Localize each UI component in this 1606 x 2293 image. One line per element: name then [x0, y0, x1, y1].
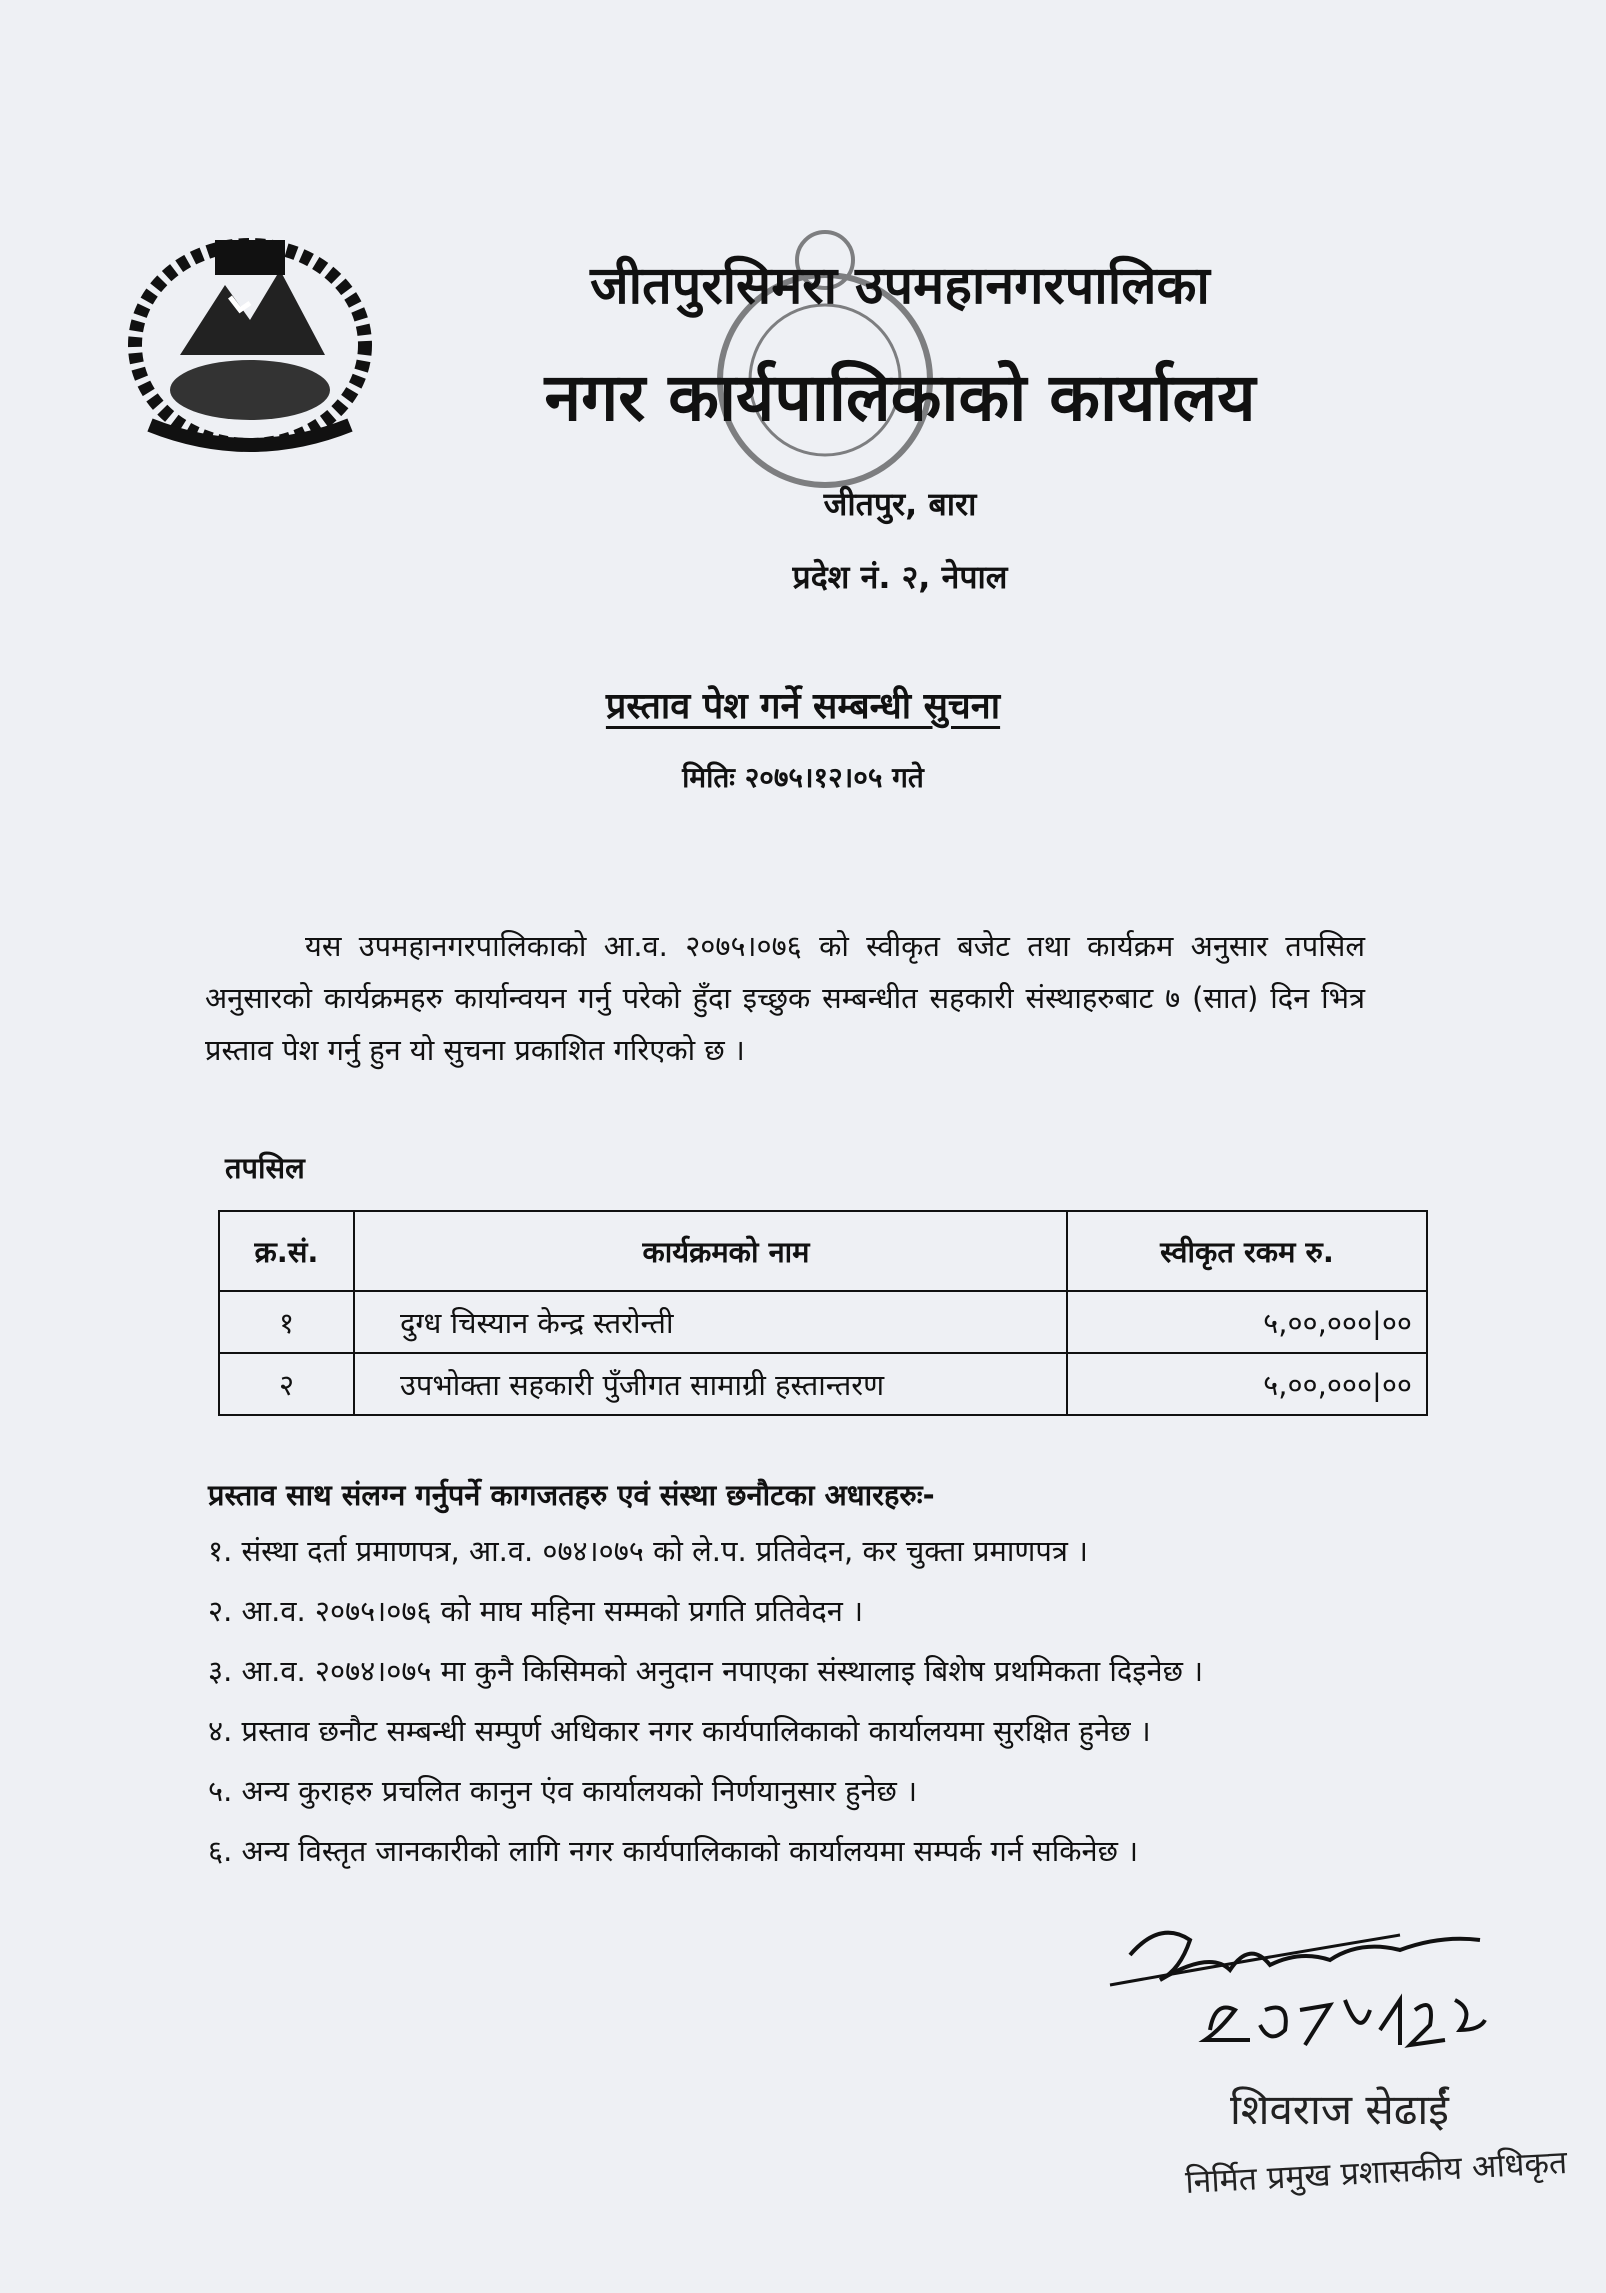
- list-item: ६. अन्य विस्तृत जानकारीको लागि नगर कार्यपालिकाको कार्यालयमा सम्पर्क गर्न सकिनेछ ।: [208, 1834, 1139, 1868]
- office-location: जीतपुर, बारा: [823, 485, 977, 523]
- signatory-name: शिवराज सेढाईं: [1230, 2085, 1449, 2134]
- list-item: ३. आ.व. २०७४।०७५ मा कुनै किसिमको अनुदान नपाएका संस्थालाइ बिशेष प्रथमिकता दिइनेछ ।: [208, 1654, 1204, 1688]
- column-header-sn: क्र.सं.: [219, 1211, 354, 1291]
- list-item: ४. प्रस्ताव छनौट सम्बन्धी सम्पुर्ण अधिकार नगर कार्यपालिकाको कार्यालयमा सुरक्षित हुनेछ ।: [208, 1714, 1151, 1748]
- row-amount: ५,००,०००|००: [1067, 1353, 1427, 1415]
- nepal-emblem-icon: [120, 225, 380, 460]
- row-program-name: दुग्ध चिस्यान केन्द्र स्तरोन्ती: [354, 1291, 1067, 1353]
- table-header-row: [219, 1211, 1427, 1291]
- handwritten-signature: [1100, 1880, 1520, 2070]
- notice-body: यस उपमहानगरपालिकाको आ.व. २०७५।०७६ को स्वीकृत बजेट तथा कार्यक्रम अनुसार तपसिल अनुसारको कार्यक्रमहरु कार्यान्वयन गर्नु परेको हुँदा इच्छुक सम्बन्धीत सहकारी संस्थाहरुबाट ७ (सात) दिन भित्र प्रस्ताव पेश गर्नु हुन यो सुचना प्रकाशित गरिएको छ ।: [205, 929, 1365, 1067]
- requirements-list: [208, 1525, 1468, 1885]
- row-program-name: उपभोक्ता सहकारी पुँजीगत सामाग्री हस्तान्तरण: [354, 1353, 1067, 1415]
- details-label: तपसिल: [225, 1151, 305, 1185]
- list-item: १. संस्था दर्ता प्रमाणपत्र, आ.व. ०७४।०७५ को ले.प. प्रतिवेदन, कर चुक्ता प्रमाणपत्र ।: [208, 1534, 1089, 1568]
- list-item: ५. अन्य कुराहरु प्रचलित कानुन एंव कार्यालयको निर्णयानुसार हुनेछ ।: [208, 1774, 918, 1808]
- list-item: २. आ.व. २०७५।०७६ को माघ महिना सम्मको प्रगति प्रतिवेदन ।: [208, 1594, 864, 1628]
- office-name: नगर कार्यपालिकाको कार्यालय: [544, 359, 1256, 436]
- program-table: [218, 1210, 1428, 1416]
- table-row: [219, 1353, 1427, 1415]
- column-header-amount: स्वीकृत रकम रु.: [1067, 1211, 1427, 1291]
- signatory-title: निर्मित प्रमुख प्रशासकीय अधिकृत: [1184, 2143, 1569, 2201]
- notice-date: मितिः २०७५।१२।०५ गते: [682, 761, 924, 794]
- table-row: [219, 1291, 1427, 1353]
- notice-title: प्रस्ताव पेश गर्ने सम्बन्धी सुचना: [605, 686, 1001, 727]
- column-header-program: कार्यक्रमको नाम: [354, 1211, 1067, 1291]
- row-sn: १: [219, 1291, 354, 1353]
- row-amount: ५,००,०००|००: [1067, 1291, 1427, 1353]
- row-sn: २: [219, 1353, 354, 1415]
- municipality-name: जीतपुरसिमरा उपमहानगरपालिका: [590, 256, 1210, 316]
- province-line: प्रदेश नं. २, नेपाल: [792, 558, 1008, 596]
- requirements-title: प्रस्ताव साथ संलग्न गर्नुपर्ने कागजतहरु एवं संस्था छनौटका अधारहरुः-: [208, 1478, 935, 1512]
